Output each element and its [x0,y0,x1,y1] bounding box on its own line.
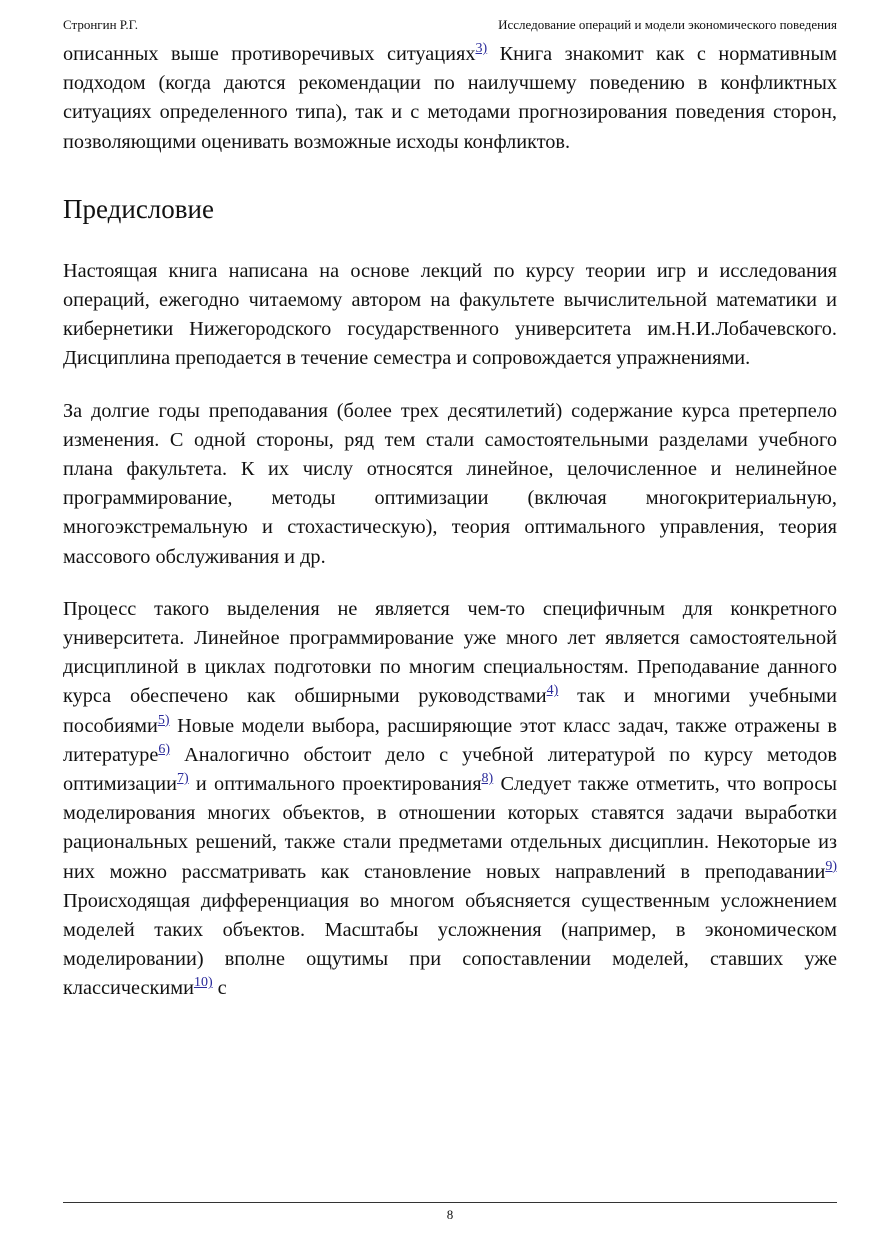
footnote-ref-7[interactable]: 7) [176,771,189,787]
document-page [63,0,837,1241]
intro-text-2: Книга знакомит как с нормативным подходом (когда даются рекомендации по наилучшему поведению в конфликтных ситуациях определенного типа), так и с методами прогнозирования поведения сторон, позволяющими оценивать возможные исходы конфликтов. [63,43,837,153]
footer-divider [63,1202,837,1203]
footnote-ref-4[interactable]: 4) [546,683,559,699]
running-header [63,14,837,36]
paragraph-3-text-2: так и многими учебными пособиями [63,685,837,737]
paragraph-3-text-1: Процесс такого выделения не является чем-то специфичным для конкретного университета. Линейное программирование уже много лет является самостоятельной дисциплиной в циклах подготовки по многим специальностям. Преподавание данного курса обеспечено как обширными руководствами [63,597,837,708]
header-book-title: Исследование операций и модели экономического поведения [498,17,837,32]
page-content [63,40,837,1004]
paragraph-2: За долгие годы преподавания (более трех десятилетий) содержание курса претерпело изменения. С одной стороны, ряд тем стали самостоятельными разделами учебного плана факультета. К их числу относятся линейное, целочисленное и нелинейное программирование, методы оптимизации (включая многокритериальную, многоэкстремальную и стохастическую), теория оптимального управления, теория массового обслуживания и др. [63,399,837,568]
footnote-ref-10[interactable]: 10) [193,975,213,991]
intro-text-1: описанных выше противоречивых ситуациях [63,43,476,65]
section-heading: Предисловие [63,193,214,224]
footnote-ref-6[interactable]: 6) [158,741,171,757]
paragraph-3-text-6: Следует также отметить, что вопросы моделирования многих объектов, в отношении которых ставятся задачи выработки рациональных решений, также стали предметами отдельных дисциплин. Некоторые из них можно рассматривать как становление новых направлений в преподавании [63,773,837,883]
header-author: Стронгин Р.Г. [63,17,138,32]
intro-paragraph [63,40,837,157]
paragraph-3 [63,595,837,1004]
paragraph-3-text-5: и оптимального проектирования [188,773,482,796]
paragraph-1: Настоящая книга написана на основе лекций по курсу теории игр и исследования операций, ежегодно читаемому автором на факультете вычислительной математики и кибернетики Нижегородского государственного университета им.Н.И.Лобачевского. Дисциплина преподается в течение семестра и сопровождается упражнениями. [63,259,837,370]
footnote-ref-5[interactable]: 5) [157,712,170,728]
paragraph-3-text-7: Происходящая дифференциация во многом объясняется существенным усложнением моделей таких объектов. Масштабы усложнения (например, в экономическом моделировании) вполне ощутимы при сопоставлении моделей, ставших уже классическими [63,889,837,1000]
paragraph-3-text-8: с [212,977,227,1000]
paragraph-3-text-4: Аналогично обстоит дело с учебной литературой по курсу методов оптимизации [63,743,837,796]
footnote-ref-8[interactable]: 8) [481,771,494,787]
footnote-ref-9[interactable]: 9) [825,858,837,874]
footnote-ref-3[interactable]: 3) [475,41,488,56]
paragraph-3-text-3: Новые модели выбора, расширяющие этот класс задач, также отражены в литературе [63,714,837,766]
page-number: 8 [446,1207,454,1222]
